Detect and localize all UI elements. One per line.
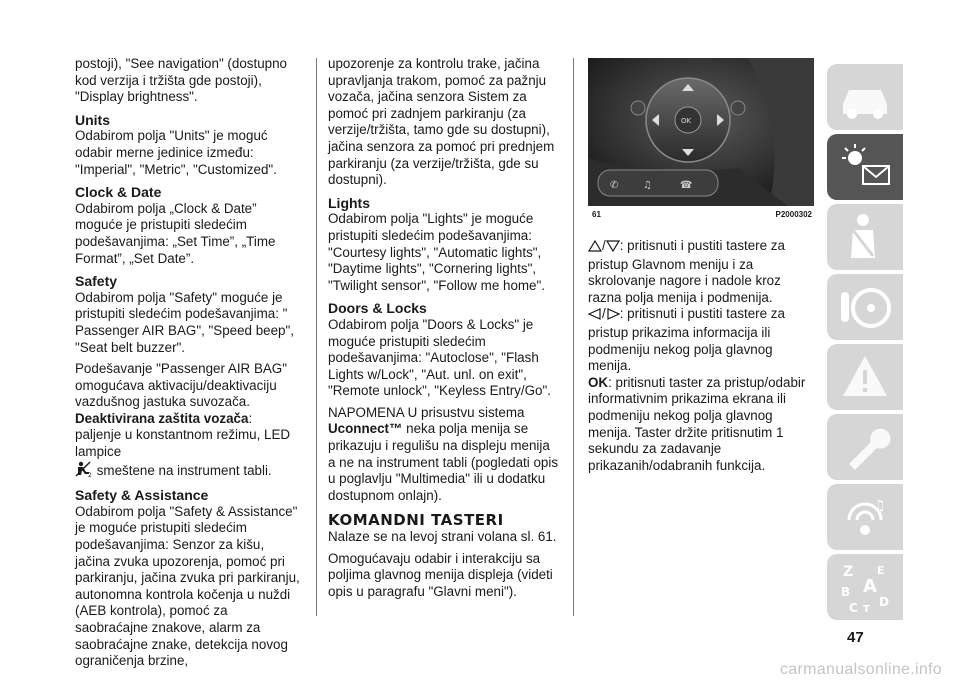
brand-term: Uconnect™ — [328, 421, 403, 437]
ok-button-label: OK — [588, 374, 609, 390]
index-letter: B — [841, 585, 851, 599]
heading-clock-date: Clock & Date — [75, 184, 162, 201]
paragraph: Odabirom polja "Safety & Assistance" je moguće pristupiti sledećim podešavanjima: Senzor za kišu, jačina zvuka upozorenja, pomoć pri parkiranju, jačina zvuka pri parkiranju, autonomna kontrola kočenja u nuždi (AEB kontrola), pomoć za saobraćajne znakove, alarm za saobraćajne znake, detekcija novog ograničenja brzine, — [75, 503, 300, 669]
paragraph: Nalaze se na levoj strani volana sl. 61. — [328, 529, 557, 545]
triangle-right-icon — [606, 308, 620, 325]
steering-wheel-controls-photo — [588, 58, 814, 206]
svg-text:♫: ♫ — [643, 180, 652, 191]
separator: / — [602, 306, 606, 322]
tab-car[interactable] — [827, 64, 903, 130]
paragraph-deactivated-protection — [75, 411, 301, 481]
column-divider — [573, 58, 574, 616]
button-description-ok — [588, 375, 816, 475]
watermark-text[interactable]: carmanualsonline.info — [780, 661, 942, 678]
tab-emergency[interactable] — [827, 344, 903, 410]
paragraph: Odabirom polja „Clock & Date” moguće je pristupiti sledećim podešavanjima: „Set Time”, „Time Format”, „Set Date”. — [75, 200, 276, 266]
note-paragraph — [328, 405, 560, 505]
tab-multimedia[interactable] — [827, 484, 903, 550]
heading-lights: Lights — [328, 194, 370, 211]
tab-warning-lights[interactable] — [827, 134, 903, 200]
chapter-tabs-sidebar — [823, 58, 905, 618]
page-number: 47 — [847, 629, 864, 646]
note-label: NAPOMENA U prisustvu sistema — [328, 404, 525, 420]
figure-code: P2000302 — [775, 210, 812, 219]
bold-term: Deaktivirana zaštita vozača — [75, 410, 249, 426]
text-column-3 — [588, 238, 816, 474]
index-letter: T — [863, 604, 870, 614]
heading-safety-assistance: Safety & Assistance — [75, 487, 209, 504]
paragraph: Omogućavaju odabir i interakciju sa poljima glavnog menija displeja (videti opis u paragrafu "Glavni meni"). — [328, 550, 553, 599]
tab-index[interactable] — [827, 554, 903, 620]
triangle-up-icon — [588, 240, 602, 257]
tab-safety[interactable] — [827, 204, 903, 270]
tab-maintenance[interactable] — [827, 414, 903, 480]
photo-ok-label: OK — [681, 117, 692, 125]
column-divider — [316, 58, 317, 616]
paragraph: upozorenje za kontrolu trake, jačina upravljanja trakom, pomoć za pažnju vozača, jačina senzora Sistem za pomoć pri zadnjem parkiranju (za verzije/tržišta, tamo gde su dostupni), jačina senzora za pomoć pri prednjem parkiranju (za verzije/tržišta, gde su dostupni). — [328, 56, 555, 188]
heading-doors-locks: Doors & Locks — [328, 300, 427, 317]
paragraph: Odabirom polja "Doors & Locks" je moguće pristupiti sledećim podešavanjima: "Autoclose", "Flash Lights w/Lock", "Aut. unl. on exit", "Remote unlock", "Keyless Entry/Go". — [328, 316, 551, 399]
key-steering-icon — [835, 280, 895, 334]
separator: / — [602, 238, 606, 253]
paragraph: Odabirom polja "Units" je moguć odabir merne jedinice između: "Imperial", "Metric", "Customized". — [75, 128, 277, 177]
paragraph-text: : paljenje u konstantnom režimu, LED lampice — [75, 410, 291, 460]
seatbelt-icon — [835, 210, 895, 264]
paragraph: Odabirom polja "Safety" moguće je pristupiti sledećim podešavanjima: " Passenger AIR BAG", "Speed beep", "Seat belt buzzer". — [75, 289, 294, 355]
index-letter: A — [863, 576, 877, 597]
paragraph: Odabirom polja "Lights" je moguće pristupiti sledećim podešavanjima: "Courtesy lights", "Automatic lights", "Daytime lights", "Cornering lights", "Twilight sensor", "Follow me home". — [328, 211, 545, 293]
paragraph: Podešavanje "Passenger AIR BAG" omogućava aktivaciju/deaktivaciju vazdušnog jastuka suvozača. — [75, 361, 287, 410]
text-column-1 — [75, 56, 301, 670]
description-text: : pritisnuti i pustiti tastere za pristup Glavnom meniju i za skrolovanje nagore i nadole kroz razna polja menija i podmenija. — [588, 238, 785, 305]
music-gps-icon — [835, 490, 895, 544]
index-letter: Z — [843, 564, 854, 580]
index-letter: D — [879, 595, 889, 609]
triangle-down-icon — [606, 240, 620, 257]
svg-text:2: 2 — [88, 471, 92, 477]
wrench-icon — [835, 420, 895, 474]
svg-text:✆: ✆ — [610, 180, 619, 191]
car-icon — [835, 70, 895, 124]
description-text: : pritisnuti i pustiti tastere za pristup prikazima informacija ili podmeniju nekog polja glavnog menija. — [588, 306, 785, 374]
description-text: : pritisnuti taster za pristup/odabir informativnim prikazima ekrana ili podmeniju nekog polja glavnog menija. Taster držite pritisnutim 1 sekundu za zadavanje prikazanih/odabranih funkcija. — [588, 374, 806, 473]
triangle-left-icon — [588, 308, 602, 325]
note-text: neka polja menija se prikazuju i regulišu na displeju menija a ne na instrument tabli (pogledati opis u poglavlju "Multimedia" ili u dodatku dostupnom onlajn). — [328, 421, 559, 503]
airbag-off-warning-icon — [75, 461, 93, 482]
index-letter: C — [849, 601, 858, 614]
index-letter: E — [877, 564, 885, 577]
tab-starting-driving[interactable] — [827, 274, 903, 340]
svg-text:☎: ☎ — [680, 180, 693, 191]
figure-number: 61 — [592, 210, 601, 219]
button-description-left-right — [588, 306, 816, 374]
button-description-up-down — [588, 238, 816, 306]
heading-units: Units — [75, 111, 110, 128]
text-column-2 — [328, 56, 560, 600]
paragraph-text: smeštene na instrument tabli. — [96, 462, 272, 478]
paragraph: postoji), "See navigation" (dostupno kod verzija i tržišta gde postoji), "Display brightness". — [75, 56, 287, 105]
heading-safety: Safety — [75, 273, 118, 290]
svg-text:♫: ♫ — [873, 498, 886, 514]
road-warning-icon — [835, 350, 895, 404]
heading-komandni-tasteri: KOMANDNI TASTERI — [328, 511, 504, 530]
index-abc-icon — [835, 560, 895, 614]
warning-light-icon — [835, 140, 895, 194]
